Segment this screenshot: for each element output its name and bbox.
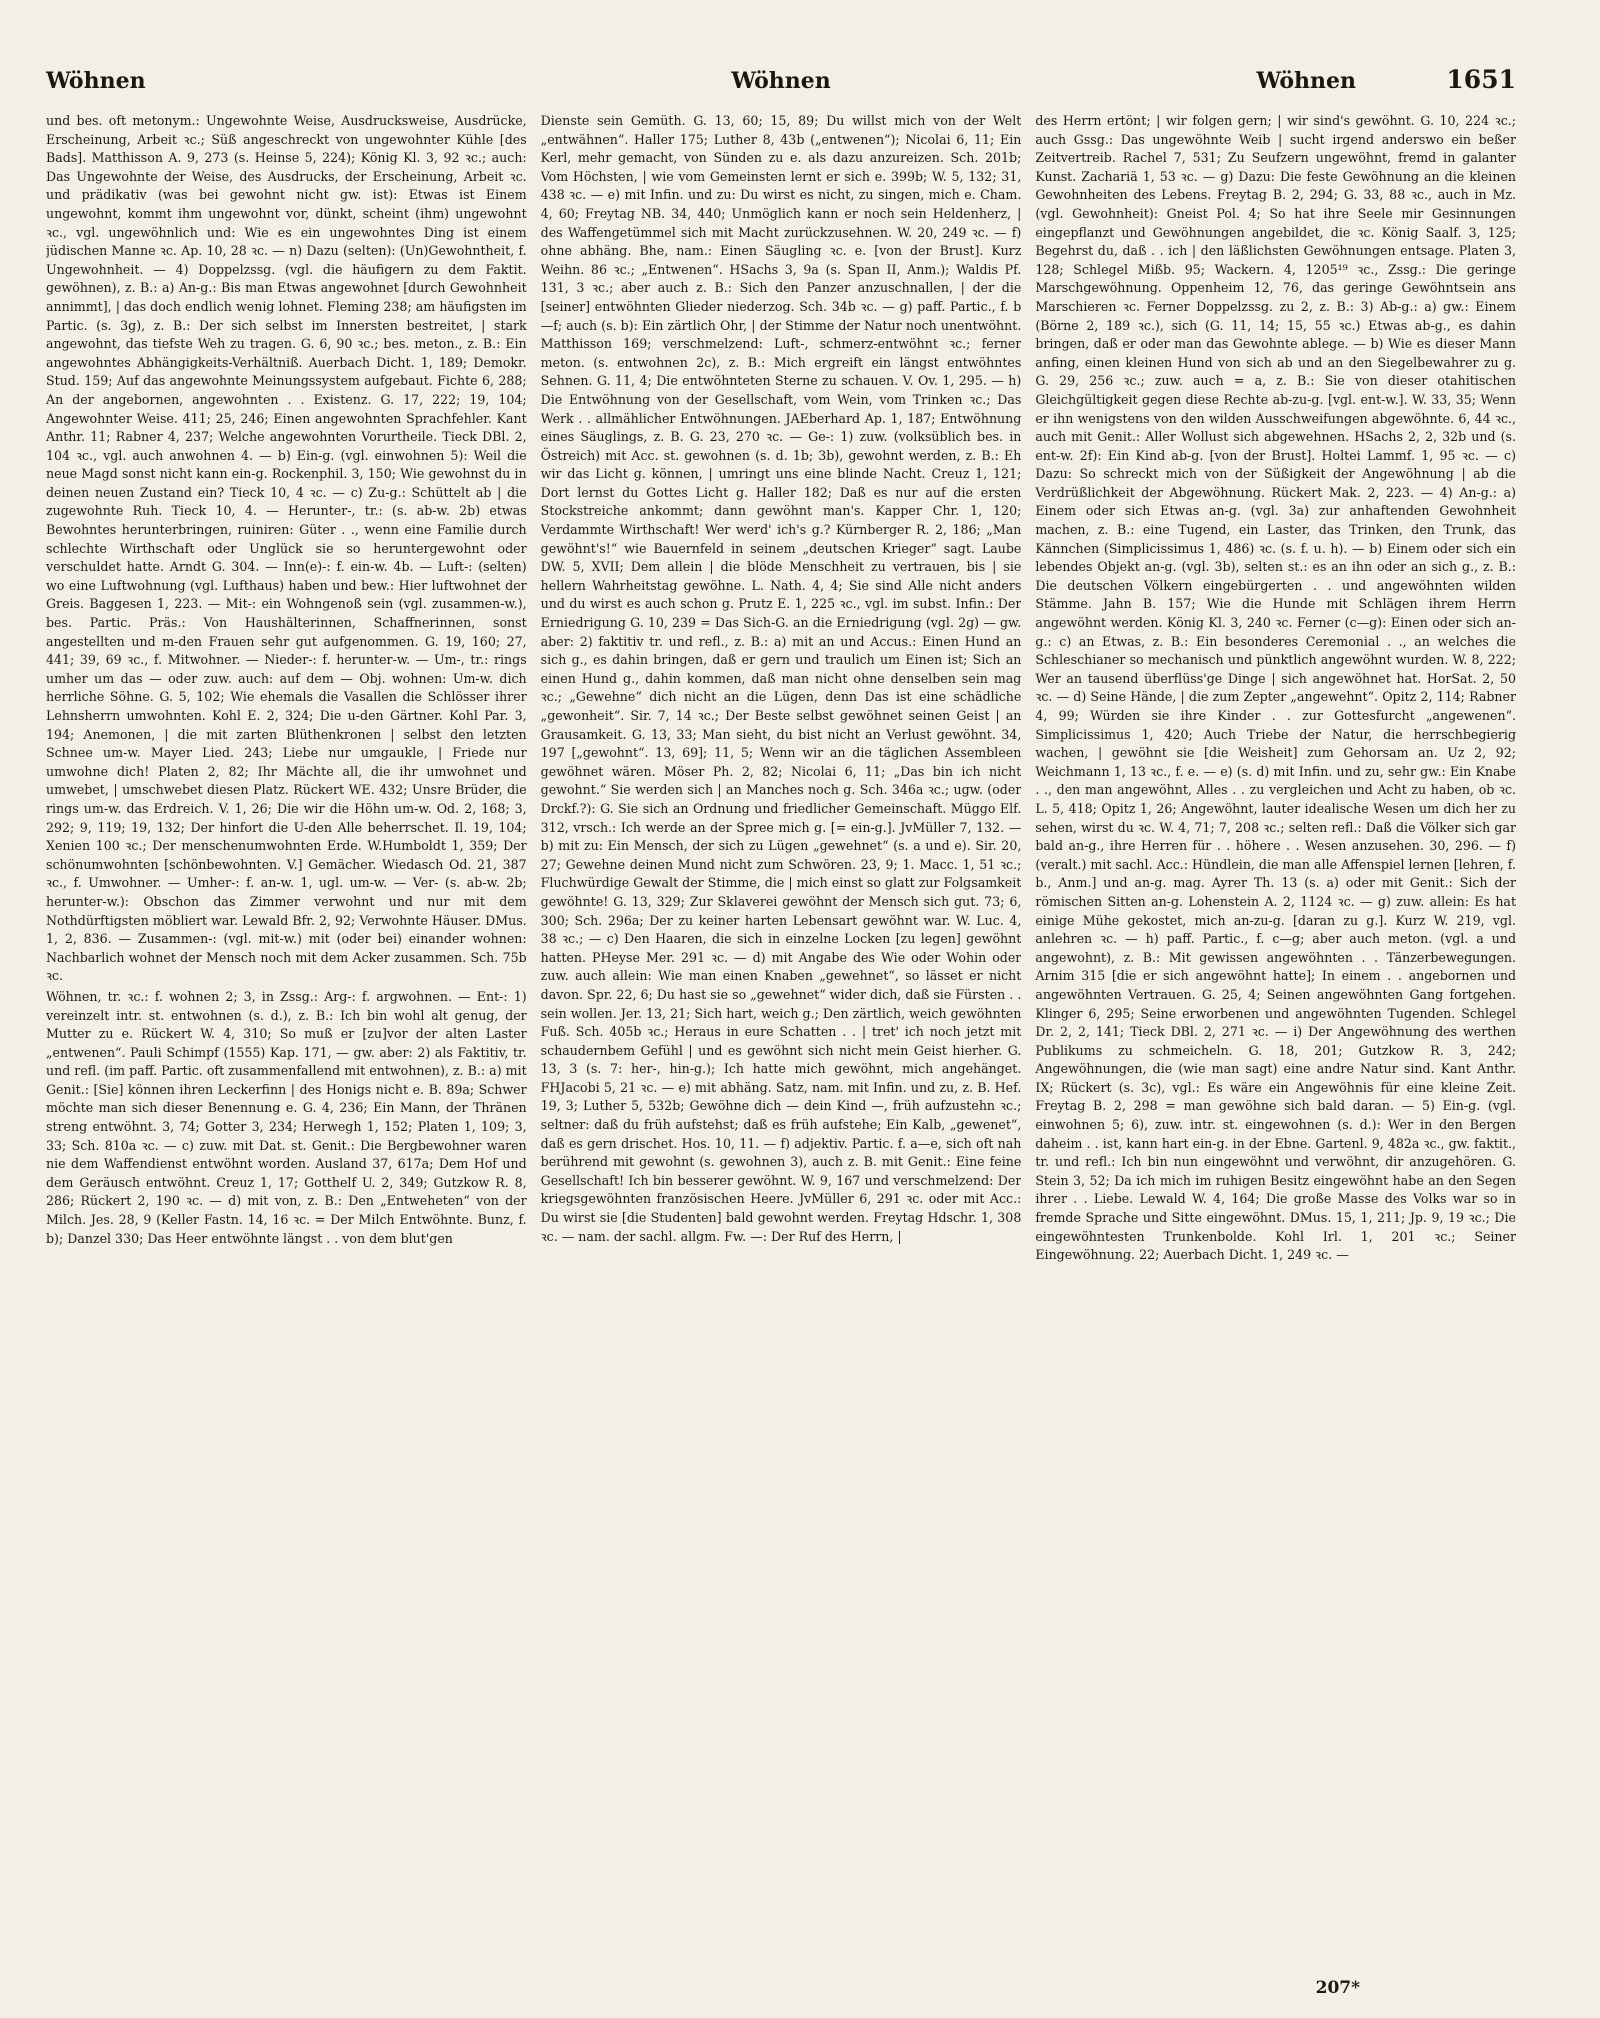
sheet-signature: 207* [1315, 1978, 1360, 1998]
column-1 [46, 112, 527, 1982]
column-1-paragraph-2: Wöhnen, tr. ꝛc.: f. wohnen 2; 3, in Zssg.: Arg-: f. argwohnen. — Ent-: 1) vereinzelt intr. st. entwohnen (s. d.), z. B.: Ich bin wohl alt genug, der Mutter zu e. Rückert W. 4, 310; So muß er [zu]vor der alten Laster „entwenen“. Pauli Schimpf (1555) Kap. 171, — gw. aber: 2) als Faktitiv, tr. und refl. (im paff. Partic. oft zusammenfallend mit entwohnen), z. B.: a) mit Genit.: [Sie] können ihren Leckerfinn | des Honigs nicht e. B. 89a; Schwer möchte man sich dieser Benennung e. G. 4, 236; Ein Mann, der Thränen streng entwöhnt. 3, 74; Gotter 3, 234; Herwegh 1, 152; Platen 1, 109; 3, 33; Sch. 810a ꝛc. — c) zuw. mit Dat. st. Genit.: Die Bergbewohner waren nie dem Waffendienst entwöhnt worden. Ausland 37, 617a; Dem Hof und dem Geräusch entwöhnt. Creuz 1, 17; Gotthelf U. 2, 349; Gutzkow R. 8, 286; Rückert 2, 190 ꝛc. — d) mit von, z. B.: Den „Entweheten“ von der Milch. Jes. 28, 9 (Keller Fastn. 14, 16 ꝛc. = Der Milch Entwöhnte. Bunz, f. b); Danzel 330; Das Heer entwöhnte längst . . von dem blut'gen [46, 988, 527, 1246]
column-3 [1035, 112, 1516, 1982]
column-1-paragraph-1: und bes. oft metonym.: Ungewohnte Weise, Ausdrucksweise, Ausdrücke, Erscheinung, Arbeit ꝛc.; Süß angeschreckt von ungewohnter Kühle [des Bads]. Matthisson A. 9, 273 (s. Heinse 5, 224); König Kl. 3, 92 ꝛc.; auch: Das Ungewohnte der Weise, des Ausdrucks, der Erscheinung, Arbeit ꝛc. und prädikativ (was bei gewohnt nicht gw. ist): Etwas ist Einem ungewohnt, kommt ihm ungewohnt vor, dünkt, scheint (ihm) ungewohnt ꝛc., vgl. ungewöhnlich und: Wie es ein ungewohntes Ding ist einem jüdischen Manne ꝛc. Ap. 10, 28 ꝛc. — n) Dazu (selten): (Un)Gewohntheit, f. Ungewohnheit. — 4) Doppelzssg. (vgl. die häufigern zu dem Faktit. gewöhnen), z. B.: a) An-g.: Bis man Etwas angewohnet [durch Gewohnheit annimmt], | das doch endlich wenig lohnet. Fleming 238; am häufigsten im Partic. (s. 3g), z. B.: Der sich selbst im Innersten bestreitet, | stark angewohnt, das tiefste Weh zu tragen. G. 6, 90 ꝛc.; bes. meton., z. B.: Ein angewohntes Abhängigkeits-Verhältniß. Auerbach Dicht. 1, 189; Demokr. Stud. 159; Auf das angewohnte Meinungssystem aufgebaut. Fichte 6, 288; An der angebornen, angewohnten . . Existenz. G. 17, 222; 19, 104; Angewohnter Weise. 411; 25, 246; Einen angewohnten Sprachfehler. Kant Anthr. 11; Rabner 4, 237; Welche angewohnten Vorurtheile. Tieck DBl. 2, 104 ꝛc., vgl. auch anwohnen 4. — b) Ein-g. (vgl. einwohnen 5): Weil die neue Magd sonst nicht kann ein-g. Rockenphil. 3, 150; Wie gewohnst du in deinen neuen Zustand ein? Tieck 10, 4 ꝛc. — c) Zu-g.: Schüttelt ab | die zugewohnte Ruh. Tieck 10, 4. — Herunter-, tr.: (s. ab-w. 2b) etwas Bewohntes herunterbringen, ruiniren: Güter . ., wenn eine Familie durch schlechte Wirthschaft oder Unglück sie so heruntergewohnt oder verschuldet hatte. Arndt G. 304. — Inn(e)-: f. ein-w. 4b. — Luft-: (selten) wo eine Luftwohnung (vgl. Lufthaus) haben und bew.: Hier luftwohnet der Greis. Baggesen 1, 223. — Mit-: ein Wohngenoß sein (vgl. zusammen-w.), bes. Partic. Präs.: Von Haushälterinnen, Schaffnerinnen, sonst angestellten und m-den Frauen sehr gut aufgenommen. G. 19, 160; 27, 441; 39, 69 ꝛc., f. Mitwohner. — Nieder-: f. herunter-w. — Um-, tr.: rings umher um das — oder zuw. auch: auf dem — Obj. wohnen: Um-w. dich herrliche Söhne. G. 5, 102; Wie ehemals die Vasallen die Schlösser ihrer Lehnsherrn umwohnten. Kohl E. 2, 324; Die u-den Gärtner. Kohl Par. 3, 194; Anemonen, | die mit zarten Blüthenkronen | selbst den letzten Schnee um-w. Mayer Lied. 243; Liebe nur umgaukle, | Friede nur umwohne dich! Platen 2, 82; Ihr Mächte all, die ihr umwohnet und umwebet, | umschwebet diesen Platz. Rückert WE. 432; Unsre Brüder, die rings um-w. das Erdreich. V. 1, 26; Die wir die Höhn um-w. Od. 2, 168; 3, 292; 9, 119; 19, 132; Der hinfort die U-den Alle beherrschet. Il. 19, 104; Xenien 100 ꝛc.; Der menschenumwohnten Erde. W.Humboldt 1, 359; Der schönumwohnten [schönbewohnten. V.] Gemächer. Wiedasch Od. 21, 387 ꝛc., f. Umwohner. — Umher-: f. an-w. 1, ugl. um-w. — Ver- (s. ab-w. 2b; herunter-w.): Obschon das Zimmer verwohnt und nur mit dem Nothdürftigsten möbliert war. Lewald Bfr. 2, 92; Verwohnte Häuser. DMus. 1, 2, 836. — Zusammen-: (vgl. mit-w.) mit (oder bei) einander wohnen: Nachbarlich wohnet der Mensch noch mit dem Acker zusammen. Sch. 75b ꝛc. [46, 113, 527, 984]
page-number: 1651 [1446, 65, 1516, 94]
header-right-word: Wöhnen [1256, 68, 1356, 94]
text-columns [46, 112, 1516, 1982]
column-3-paragraph-1: des Herrn ertönt; | wir folgen gern; | wir sind's gewöhnt. G. 10, 224 ꝛc.; auch Gssg.: Das ungewöhnte Weib | sucht irgend anderswo ein beßer Zeitvertreib. Rachel 7, 531; Zu Seufzern ungewöhnt, fremd in galanter Kunst. Zachariä 1, 53 ꝛc. — g) Dazu: Die feste Gewöhnung an die kleinen Gewohnheiten des Lebens. Freytag B. 2, 294; G. 33, 88 ꝛc., auch in Mz. (vgl. Gewohnheit): Gneist Pol. 4; So hat ihre Seele mir Gesinnungen eingepflanzt und Gewöhnungen angebildet, die ꝛc. König Saalf. 3, 125; Begehrst du, daß . . ich | den läßlichsten Gewöhnungen entsage. Platen 3, 128; Schlegel Mißb. 95; Wackern. 4, 1205¹⁹ ꝛc., Zssg.: Die geringe Marschgewöhnung. Oppenheim 12, 76, das geringe Gewöhntsein ans Marschieren ꝛc. Ferner Doppelzssg. zu 2, z. B.: 3) Ab-g.: a) gw.: Einem (Börne 2, 189 ꝛc.), sich (G. 11, 14; 15, 55 ꝛc.) Etwas ab-g., es dahin bringen, daß er oder man das Gewohnte ablege. — b) Wie es dieser Mann anfing, einen kleinen Hund von sich ab und an den Siegelbewahrer zu g. G. 29, 256 ꝛc.; zuw. auch = a, z. B.: Sie von dieser otahitischen Gleichgültigkeit gegen diese Rechte ab-zu-g. [vgl. ent-w.]. W. 33, 35; Wenn er ihn wenigstens von den wilden Ausschweifungen abgewöhnte. 6, 44 ꝛc., auch mit Genit.: Aller Wollust sich abgewehnen. HSachs 2, 2, 32b und (s. ent-w. 2f): Ein Kind ab-g. [von der Brust]. Holtei Lammf. 1, 95 ꝛc. — c) Dazu: So schreckt mich von der Süßigkeit der Angewöhnung | ab die Verdrüßlichkeit der Abgewöhnung. Rückert Mak. 2, 223. — 4) An-g.: a) Einem oder sich Etwas an-g. (vgl. 3a) zur anhaftenden Gewohnheit machen, z. B.: eine Tugend, ein Laster, das Trinken, den Trunk, das Kännchen (Simplicissimus 1, 486) ꝛc. (s. f. u. h). — b) Einem oder sich ein lebendes Objekt an-g. (vgl. 3b), selten st.: es an ihn oder an sich g., z. B.: Die deutschen Völkern eingebürgerten . . und angewöhnten wilden Stämme. Jahn B. 157; Wie die Hunde mit Schlägen ihrem Herrn angewöhnt werden. König Kl. 3, 240 ꝛc. Ferner (c—g): Einen oder sich an-g.: c) an Etwas, z. B.: Ein besonderes Ceremonial . ., an welches die Schleschianer so mechanisch und pünktlich angewöhnt wurden. W. 8, 222; Wer an tausend überflüss'ge Dinge | sich angewöhnet hat. HorSat. 2, 50 ꝛc. — d) Seine Hände, | die zum Zepter „angewehnt“. Opitz 2, 114; Rabner 4, 99; Würden sie ihre Kinder . . zur Gottesfurcht „angewenen“. Simplicissimus 1, 420; Auch Triebe der Natur, die herrschbegierig wachen, | gewöhnt sie [die Weisheit] zum Gehorsam an. Uz 2, 92; Weichmann 1, 13 ꝛc., f. e. — e) (s. d) mit Infin. und zu, sehr gw.: Ein Knabe . ., den man angewöhnt, Alles . . zu vergleichen und Acht zu haben, ob ꝛc. L. 5, 418; Opitz 1, 26; Angewöhnt, lauter idealische Wesen um dich her zu sehen, wirst du ꝛc. W. 4, 71; 7, 208 ꝛc.; selten refl.: Daß die Völker sich gar bald an-g., ihre Herren für . . höhere . . Wesen anzusehen. 30, 296. — f) (veralt.) mit sachl. Acc.: Hündlein, die man alle Affenspiel lernen [lehren, f. b., Anm.] und an-g. mag. Ayrer Th. 13 (s. a) oder mit Genit.: Sich der römischen Sitten an-g. Lohenstein A. 2, 1124 ꝛc. — g) zuw. allein: Es hat einige Mühe gekostet, mich an-zu-g. [daran zu g.]. Kurz W. 219, vgl. anlehren ꝛc. — h) paff. Partic., f. c—g; aber auch meton. (vgl. a und angewohnt), z. B.: Mit gewissen angewöhnten . . Tänzerbewegungen. Arnim 315 [die er sich angewöhnt hatte]; In einem . . angebornen und angewöhnten Vertrauen. G. 25, 4; Seinen angewöhnten Gang fortgehen. Klinger 6, 295; Seine erworbenen und angewöhnten Tugenden. Schlegel Dr. 2, 2, 141; Tieck DBl. 2, 271 ꝛc. — i) Der Angewöhnung des werthen Publikums zu schmeicheln. G. 18, 201; Gutzkow R. 3, 242; Angewöhnungen, die (wie man sagt) eine andre Natur sind. Kant Anthr. IX; Rückert (s. 3c), vgl.: Es wäre ein Angewöhnis für eine kleine Zeit. Freytag B. 2, 298 = man gewöhne sich bald daran. — 5) Ein-g. (vgl. einwohnen 5; 6), zuw. intr. st. eingewohnen (s. d.): Wer in den Bergen daheim . . ist, kann hart ein-g. in der Ebne. Gartenl. 9, 482a ꝛc., gw. faktit., tr. und refl.: Ich bin nun eingewöhnt und verwöhnt, dir anzugehören. G. Stein 3, 52; Da ich mich im ruhigen Besitz eingewöhnt habe an den Segen ihrer . . Liebe. Lewald W. 4, 164; Die große Masse des Volks war so in fremde Sprache und Sitte eingewöhnt. DMus. 15, 1, 211; Jp. 9, 19 ꝛc.; Die eingewöhntesten Trunkenbolde. Kohl Irl. 1, 201 ꝛc.; Seiner Eingewöhnung. 22; Auerbach Dicht. 1, 249 ꝛc. — [1035, 113, 1517, 1263]
header-center-word: Wöhnen [731, 68, 831, 94]
header-left-word: Wöhnen [46, 68, 146, 94]
column-2-paragraph-1: Dienste sein Gemüth. G. 13, 60; 15, 89; Du willst mich von der Welt „entwähnen“. Haller 175; Luther 8, 43b („entwenen“); Nicolai 6, 11; Ein Kerl, mehr gemacht, von Sünden zu e. als dazu anzureizen. Sch. 201b; Vom Höchsten, | wie vom Gemeinsten lernt er sich e. 399b; W. 5, 132; 31, 438 ꝛc. — e) mit Infin. und zu: Du wirst es nicht, zu singen, mich e. Cham. 4, 60; Freytag NB. 34, 440; Unmöglich kann er noch sein Heldenherz, | des Waffengetümmel sich mit Macht zurückzusehnen. W. 20, 249 ꝛc. — f) ohne abhäng. Bhe, nam.: Einen Säugling ꝛc. e. [von der Brust]. Kurz Weihn. 86 ꝛc.; „Entwenen“. HSachs 3, 9a (s. Span II, Anm.); Waldis Pf. 131, 3 ꝛc.; aber auch z. B.: Sich den Panzer anzuschnallen, | der die [seiner] entwöhnten Glieder niederzog. Sch. 34b ꝛc. — g) paff. Partic., f. b—f; auch (s. b): Ein zärtlich Ohr, | der Stimme der Natur noch unentwöhnt. Matthisson 169; verschmelzend: Luft-, schmerz-entwöhnt ꝛc.; ferner meton. (s. entwohnen 2c), z. B.: Mich ergreift ein längst entwöhntes Sehnen. G. 11, 4; Die entwöhnteten Sterne zu schauen. V. Ov. 1, 295. — h) Die Entwöhnung von der Gesellschaft, vom Wein, vom Trinken ꝛc.; Das Werk . . allmählicher Entwöhnungen. JAEberhard Ap. 1, 187; Entwöhnung eines Säuglings, z. B. G. 23, 270 ꝛc. — Ge-: 1) zuw. (volksüblich bes. in Östreich) mit Acc. st. gewohnen (s. d. 1b; 3b), gewohnt werden, z. B.: Eh wir das Licht g. können, | umringt uns eine blinde Nacht. Creuz 1, 121; Dort lernst du Gottes Licht g. Haller 182; Daß es nur auf die ersten Stockstreiche ankommt; dann gewöhnt man's. Kapper Chr. 1, 120; Verdammte Wirthschaft! Wer werd' ich's g.? Kürnberger R. 2, 186; „Man gewöhnt's!“ wie Bauernfeld in seinem „deutschen Krieger“ sagt. Laube DW. 5, XVII; Dem allein | die blöde Menschheit zu vertrauen, bis | sie hellern Wahrheitstag gewöhne. L. Nath. 4, 4; Sie sind Alle nicht anders und du wirst es auch schon g. Prutz E. 1, 225 ꝛc., vgl. im subst. Infin.: Der Erniedrigung G. 10, 239 = Das Sich-G. an die Erniedrigung (vgl. 2g) — gw. aber: 2) faktitiv tr. und refl., z. B.: a) mit an und Accus.: Einen Hund an sich g., es dahin bringen, daß er gern und traulich um Einen ist; Sich an einen Hund g., dahin kommen, daß man nicht ohne denselben sein mag ꝛc.; „Gewehne“ dich nicht an die Lügen, denn Das ist eine schädliche „gewonheit“. Sir. 7, 14 ꝛc.; Der Beste selbst gewöhnet seinen Geist | an Grausamkeit. G. 13, 33; Man sieht, du bist nicht an Verlust gewöhnt. 34, 197 [„gewohnt“. 13, 69]; 11, 5; Wenn wir an die täglichen Assembleen gewöhnet wären. Möser Ph. 2, 82; Nicolai 6, 11; „Das bin ich nicht gewohnt.“ Sie werden sich | an Manches noch g. Sch. 346a ꝛc.; ugw. (oder Drckf.?): G. Sie sich an Ordnung und friedlicher Gemeinschaft. Müggo Elf. 312, vrsch.: Ich werde an der Spree mich g. [= ein-g.]. JvMüller 7, 132. — b) mit zu: Ein Mensch, der sich zu Lügen „gewehnet“ (s. a und e). Sir. 20, 27; Gewehne deinen Mund nicht zum Schwören. 23, 9; 1. Macc. 1, 51 ꝛc.; Fluchwürdige Gewalt der Stimme, die | mich einst so glatt zur Folgsamkeit gewöhnte! G. 13, 329; Zur Sklaverei gewöhnt der Mensch sich gut. 73; 6, 300; Sch. 296a; Der zu keiner harten Lebensart gewöhnt war. W. Luc. 4, 38 ꝛc.; — c) Den Haaren, die sich in einzelne Locken [zu legen] gewöhnt hatten. PHeyse Mer. 291 ꝛc. — d) mit Angabe des Wie oder Wohin oder zuw. auch allein: Wie man einen Knaben „gewehnet“, so lässet er nicht davon. Spr. 22, 6; Du hast sie so „gewehnet“ wider dich, daß sie Fürsten . . sein wollen. Jer. 13, 21; Sich hart, weich g.; Den zärtlich, weich gewöhnten Fuß. Sch. 405b ꝛc.; Heraus in eure Schatten . . | tret' ich noch jetzt mit schaudernbem Gefühl | und es gewöhnt sich nicht mein Geist hierher. G. 13, 3 (s. 7: her-, hin-g.); Ich hatte mich gewöhnt, mich angehänget. FHJacobi 5, 21 ꝛc. — e) mit abhäng. Satz, nam. mit Infin. und zu, z. B. Hef. 19, 3; Luther 5, 532b; Gewöhne dich — dein Kind —, früh aufzustehn ꝛc.; seltner: daß du früh aufstehst; daß es früh aufstehe; Ein Kalb, „gewenet“, daß es gern drischet. Hos. 10, 11. — f) adjektiv. Partic. f. a—e, sich oft nah berührend mit gewohnt (s. gewohnen 3), auch z. B. mit Genit.: Eine feine Gesellschaft! Ich bin besserer gewöhnt. W. 9, 167 und verschmelzend: Der kriegsgewöhnten französischen Heere. JvMüller 6, 291 ꝛc. oder mit Acc.: Du wirst sie [die Studenten] bald gewohnt werden. Freytag Hdschr. 1, 308 ꝛc. — nam. der sachl. allgm. Fw. —: Der Ruf des Herrn, | [540, 113, 1022, 1244]
running-header [46, 58, 1516, 102]
column-2 [541, 112, 1022, 1982]
